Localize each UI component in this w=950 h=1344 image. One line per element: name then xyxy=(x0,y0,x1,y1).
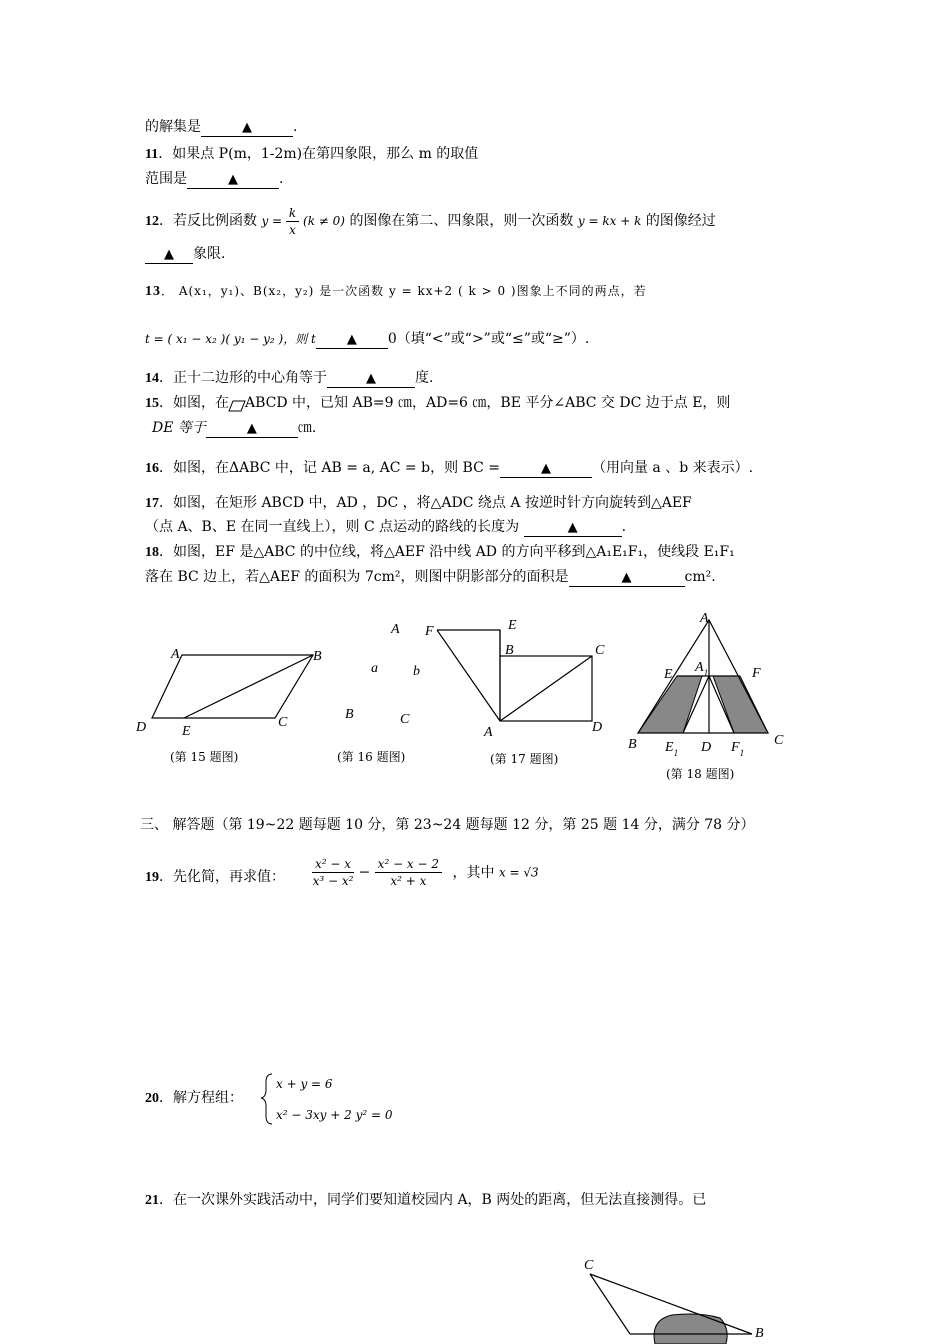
q17-number: 17 xyxy=(145,496,159,511)
fig18-label-a1-text: A xyxy=(695,660,704,675)
q18-text2: 落在 BC 边上，若△AEF 的面积为 7cm²，则图中阴影部分的面积是 xyxy=(145,569,569,585)
fig15-label-d: D xyxy=(136,720,147,735)
q16-text-b: （用向量 a 、b 来表示）. xyxy=(591,460,754,476)
q10-end: . xyxy=(293,119,298,135)
fig18-label-d: D xyxy=(701,740,712,755)
fig15-label-c: C xyxy=(278,715,288,730)
q15-text2: DE 等于 xyxy=(152,420,206,436)
q14-text-a: ．正十二边形的中心角等于 xyxy=(159,370,327,386)
q13-text-a: ． A(x₁，y₁)、B(x₂，y₂) 是一次函数 y = kx+2 ( k > 0 )图象上不同的两点，若 xyxy=(161,284,647,298)
fig16-label-vector-b: b xyxy=(413,664,420,679)
q20-text-a: ．解方程组： xyxy=(159,1090,243,1106)
q13-number: 13 xyxy=(145,284,161,299)
q17-text-a: ．如图，在矩形 ABCD 中，AD ，DC ，将△ADC 绕点 A 按逆时针方向旋转到△AEF xyxy=(159,495,692,511)
fig15-label-e: E xyxy=(182,724,191,739)
q19-fraction-2-den: x² + x xyxy=(390,874,427,888)
q12-formula2: y = kx + k xyxy=(577,214,642,228)
fig16-label-c-point: C xyxy=(400,712,410,727)
q18-text-a: ．如图，EF 是△ABC 的中位线，将△AEF 沿中线 AD 的方向平移到△A₁E₁F₁，使线段 E₁F₁ xyxy=(159,544,735,560)
triangle-mark-icon: ▲ xyxy=(228,172,238,187)
q15-text-a: ．如图，在 xyxy=(159,395,229,411)
q19-fraction-2-num: x² − x − 2 xyxy=(375,856,442,873)
q12-text-a: ．若反比例函数 xyxy=(159,213,257,229)
q17-text2: （点 A、B、E 在同一直线上），则 C 点运动的路线的长度为 xyxy=(145,519,520,535)
q19-minus: − xyxy=(358,864,371,881)
q12-text2: 象限. xyxy=(193,246,226,262)
q21-text-a: ．在一次课外实践活动中，同学们要知道校园内 A，B 两处的距离，但无法直接测得。已 xyxy=(159,1192,707,1208)
q19-text-b: ，其中 xyxy=(452,864,495,881)
fig17-label-b: B xyxy=(505,643,514,658)
triangle-mark-icon: ▲ xyxy=(540,461,551,476)
fig18-label-e: E xyxy=(664,667,673,682)
triangle-mark-icon: ▲ xyxy=(164,247,174,262)
fig18-caption: (第 18 题图) xyxy=(666,767,735,781)
triangle-mark-icon: ▲ xyxy=(567,520,578,535)
triangle-mark-icon: ▲ xyxy=(346,332,357,347)
q21-number: 21 xyxy=(145,1193,159,1208)
fig15-label-a: A xyxy=(171,647,180,662)
q12-number: 12 xyxy=(145,214,159,229)
q12-text-b: 的图像在第二、四象限，则一次函数 xyxy=(349,213,574,229)
q19-number: 19 xyxy=(145,870,159,885)
fig16-label-b-point: B xyxy=(345,707,354,722)
q14-text-b: 度. xyxy=(415,370,434,386)
fig17-caption: (第 17 题图) xyxy=(490,752,559,766)
fig18-label-b: B xyxy=(628,737,637,752)
fig17-label-d: D xyxy=(592,720,603,735)
fig18-label-e1-text: E xyxy=(665,740,674,755)
fig15-caption: (第 15 题图) xyxy=(170,750,239,764)
q17-end: . xyxy=(621,519,627,535)
fig17-label-e: E xyxy=(508,618,517,633)
fig16-label-a-point: A xyxy=(391,622,400,637)
fig18-label-a1-sub: 1 xyxy=(703,668,709,678)
q18-number: 18 xyxy=(145,545,159,560)
fig15-label-b: B xyxy=(313,649,322,664)
fig16-label-vector-a: a xyxy=(371,661,378,676)
fig18-label-f: F xyxy=(752,666,761,681)
q20-equation-1: x + y = 6 xyxy=(276,1077,333,1091)
section-3-header: 三、 解答题（第 19~22 题每题 10 分，第 23~24 题每题 12 分，第 25 题 14 分，满分 78 分） xyxy=(140,817,755,833)
fig18-label-f1-sub: 1 xyxy=(739,748,745,758)
q15-number: 15 xyxy=(145,396,159,411)
triangle-mark-icon: ▲ xyxy=(242,120,252,135)
fig18-label-a: A xyxy=(700,611,709,626)
q11-text: ．如果点 P(m，1-2m)在第四象限，那么 m 的取值 xyxy=(158,146,479,162)
fig17-label-f: F xyxy=(425,624,434,639)
q11-end: . xyxy=(279,171,284,187)
q19-fraction-1-den: x³ − x² xyxy=(312,874,354,888)
q11-text2: 范围是 xyxy=(145,171,187,187)
triangle-mark-icon: ▲ xyxy=(621,570,632,585)
fig18-label-e1-sub: 1 xyxy=(673,748,679,758)
q12-formula1: y = $\frac{k}{x}$ (k ≠ 0) xyxy=(261,206,345,237)
q19-fraction-1-num: x² − x xyxy=(312,856,354,873)
fig17-label-c: C xyxy=(595,643,605,658)
q13-text-b: t = ( x₁ − x₂ )( y₁ − y₂ )，则 t xyxy=(145,332,316,346)
q16-number: 16 xyxy=(145,461,159,476)
fig16-caption: (第 16 题图) xyxy=(337,750,406,764)
q15-end: ㎝. xyxy=(297,420,317,436)
q16-text-a: ．如图，在ΔABC 中，记 AB = a, AC = b，则 BC = xyxy=(159,460,500,476)
q18-end: cm². xyxy=(684,569,716,585)
q20-equation-2: x² − 3xy + 2 y² = 0 xyxy=(276,1108,393,1122)
fig18-label-c: C xyxy=(774,733,784,748)
q19-text-a: ．先化简，再求值： xyxy=(159,869,285,885)
fig21-label-c: C xyxy=(584,1258,594,1273)
q12-text-c: 的图像经过 xyxy=(645,213,716,229)
q10-text: 的解集是 xyxy=(145,119,201,135)
triangle-mark-icon: ▲ xyxy=(246,421,257,436)
q13-text-c: 0（填“<”或“>”或“≤”或“≥”）. xyxy=(387,331,590,347)
q19-condition: x = √3 xyxy=(498,865,539,880)
fig18-label-f1-text: F xyxy=(731,740,740,755)
q14-number: 14 xyxy=(145,371,159,386)
fig17-label-a: A xyxy=(484,725,493,740)
q11-number: 11 xyxy=(145,147,159,162)
triangle-mark-icon: ▲ xyxy=(366,371,376,386)
q15-text-b: ABCD 中，已知 AB=9 ㎝，AD=6 ㎝，BE 平分∠ABC 交 DC 边于点 E，则 xyxy=(245,395,731,411)
fig21-label-b: B xyxy=(755,1326,764,1341)
q20-number: 20 xyxy=(145,1091,159,1106)
